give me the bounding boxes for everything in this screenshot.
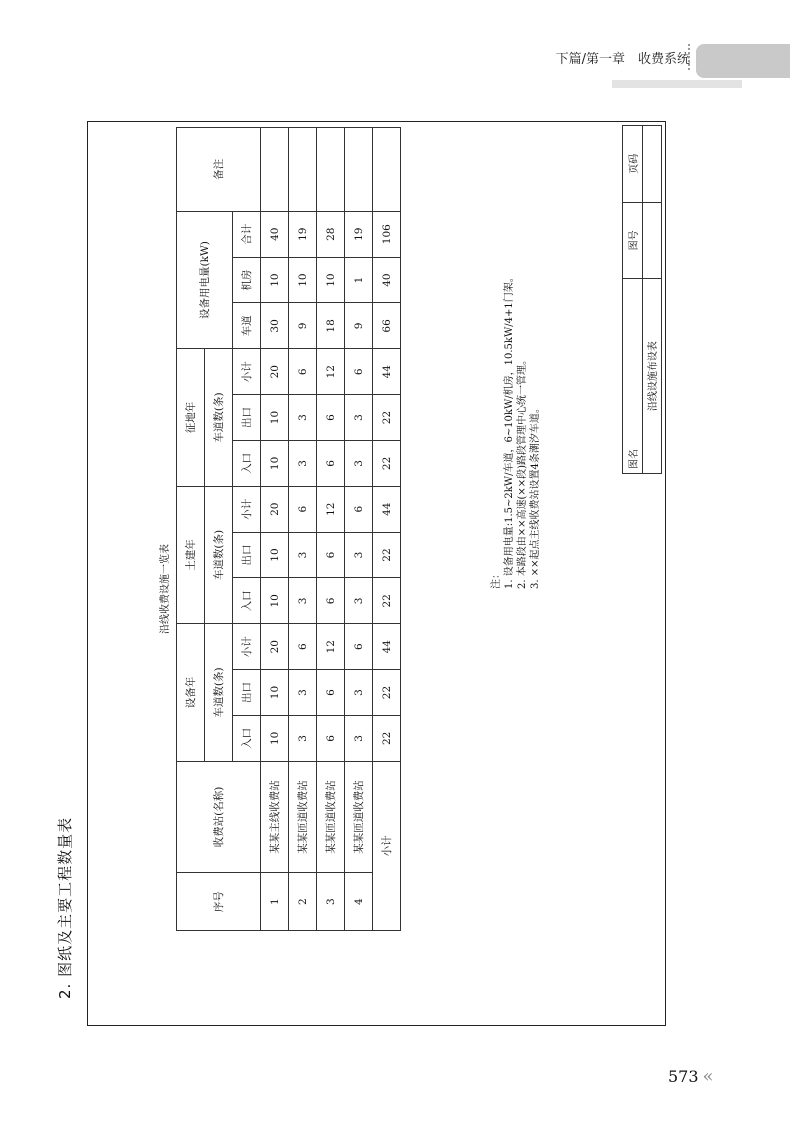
cell-value: 3 xyxy=(289,715,317,761)
cell-value: 6 xyxy=(317,578,345,624)
cell-total-label: 小计 xyxy=(373,761,401,930)
cell-value: 19 xyxy=(345,211,373,257)
cell-value: 6 xyxy=(345,624,373,670)
header-entry: 入口 xyxy=(233,715,261,761)
header-seq: 序号 xyxy=(177,873,261,931)
header-exit: 出口 xyxy=(233,670,261,716)
header-subtotal: 小计 xyxy=(233,624,261,670)
header-land-year: 征地年 xyxy=(177,349,205,486)
cell-remark xyxy=(345,128,373,212)
cell-station: 某某匝道收费站 xyxy=(289,761,317,873)
cell-value: 12 xyxy=(317,349,345,395)
header-exit: 出口 xyxy=(233,532,261,578)
table-header-row xyxy=(177,128,205,931)
cell-value: 3 xyxy=(345,670,373,716)
cell-value: 12 xyxy=(317,486,345,532)
header-equip-year: 设备年 xyxy=(177,624,205,761)
cell-value: 10 xyxy=(317,257,345,303)
cell-value: 10 xyxy=(261,257,289,303)
cell-value: 22 xyxy=(373,715,401,761)
header-lanes: 车道数(条) xyxy=(205,486,233,623)
cell-value: 20 xyxy=(261,624,289,670)
cell-seq: 3 xyxy=(317,873,345,931)
page-number-value: 573 xyxy=(668,1067,699,1086)
table-title: 沿线收费设施一览表 xyxy=(160,544,171,634)
cell-value: 9 xyxy=(289,303,317,349)
title-block xyxy=(622,125,662,474)
cell-value: 3 xyxy=(289,532,317,578)
rotated-drawing xyxy=(26,119,686,999)
cell-value: 19 xyxy=(289,211,317,257)
cell-value: 22 xyxy=(373,670,401,716)
cell-value: 44 xyxy=(373,624,401,670)
cell-value: 3 xyxy=(345,395,373,441)
header-entry: 入口 xyxy=(233,440,261,486)
title-block-no-label: 图号 xyxy=(623,202,643,279)
header-lanes: 车道数(条) xyxy=(205,624,233,761)
header-remark: 备注 xyxy=(177,128,261,212)
cell-value: 6 xyxy=(317,395,345,441)
running-header-title: 下篇/第一章 收费系统 xyxy=(555,52,690,67)
title-block-no xyxy=(642,202,662,279)
cell-value: 3 xyxy=(289,578,317,624)
page-number xyxy=(668,1066,714,1087)
title-block-name: 沿线设施布设表 xyxy=(642,279,662,474)
cell-value: 22 xyxy=(373,440,401,486)
table-total-row xyxy=(373,128,401,931)
cell-value: 10 xyxy=(289,257,317,303)
cell-value: 106 xyxy=(373,211,401,257)
note-item: 1. 设备用电量:1.5~2kW/车道，6~10kW/机房，10.5kW/4+1门架。 xyxy=(504,272,515,589)
cell-value: 6 xyxy=(345,486,373,532)
header-total: 合计 xyxy=(233,211,261,257)
cell-value: 40 xyxy=(261,211,289,257)
cell-station: 某某匝道收费站 xyxy=(345,761,373,873)
cell-value: 10 xyxy=(261,670,289,716)
header-room: 机房 xyxy=(233,257,261,303)
cell-value: 3 xyxy=(345,715,373,761)
cell-value: 3 xyxy=(289,395,317,441)
cell-seq: 4 xyxy=(345,873,373,931)
cell-value: 1 xyxy=(345,257,373,303)
cell-value: 10 xyxy=(261,440,289,486)
title-block-page xyxy=(642,126,662,203)
cell-station: 某某匝道收费站 xyxy=(317,761,345,873)
cell-value: 44 xyxy=(373,486,401,532)
cell-value: 20 xyxy=(261,486,289,532)
header-chapter-tab xyxy=(696,44,790,78)
cell-value: 66 xyxy=(373,303,401,349)
cell-value: 28 xyxy=(317,211,345,257)
cell-station: 某某主线收费站 xyxy=(261,761,289,873)
note-item: 3. ××起点主线收费站设置4条潮汐车道。 xyxy=(530,403,541,589)
facility-table xyxy=(176,127,401,931)
cell-value: 6 xyxy=(345,349,373,395)
cell-value: 3 xyxy=(289,440,317,486)
cell-value: 10 xyxy=(261,715,289,761)
cell-value: 40 xyxy=(373,257,401,303)
cell-value: 6 xyxy=(289,624,317,670)
cell-value: 9 xyxy=(345,303,373,349)
header-station: 收费站(名称) xyxy=(177,761,261,873)
cell-value: 10 xyxy=(261,395,289,441)
cell-remark xyxy=(289,128,317,212)
cell-value: 6 xyxy=(317,670,345,716)
cell-value: 22 xyxy=(373,395,401,441)
cell-value: 3 xyxy=(345,532,373,578)
cell-value: 10 xyxy=(261,578,289,624)
cell-value: 30 xyxy=(261,303,289,349)
double-chevron-left-icon: « xyxy=(702,1066,714,1087)
header-dotted-divider xyxy=(688,44,694,70)
cell-seq: 1 xyxy=(261,873,289,931)
cell-remark xyxy=(261,128,289,212)
header-power: 设备用电量(kW) xyxy=(177,211,233,349)
cell-remark xyxy=(373,128,401,212)
header-entry: 入口 xyxy=(233,578,261,624)
table-row xyxy=(261,128,289,931)
cell-value: 22 xyxy=(373,578,401,624)
cell-value: 6 xyxy=(317,440,345,486)
cell-value: 3 xyxy=(345,578,373,624)
cell-value: 3 xyxy=(345,440,373,486)
cell-value: 3 xyxy=(289,670,317,716)
title-block-name-label: 图名 xyxy=(623,279,643,474)
header-civil-year: 土建年 xyxy=(177,486,205,623)
header-lane: 车道 xyxy=(233,303,261,349)
title-block-page-label: 页码 xyxy=(623,126,643,203)
cell-value: 6 xyxy=(317,715,345,761)
section-title: 2. 图纸及主要工程数量表 xyxy=(56,816,74,999)
cell-value: 12 xyxy=(317,624,345,670)
cell-value: 6 xyxy=(289,349,317,395)
note-item: 2. 本路段由××高速(××段)路段管理中心统一管理。 xyxy=(517,354,528,589)
cell-seq: 2 xyxy=(289,873,317,931)
cell-value: 44 xyxy=(373,349,401,395)
header-subtotal: 小计 xyxy=(233,349,261,395)
table-row xyxy=(345,128,373,931)
table-row xyxy=(289,128,317,931)
header-lanes: 车道数(条) xyxy=(205,349,233,486)
cell-value: 6 xyxy=(317,532,345,578)
table-row xyxy=(317,128,345,931)
header-exit: 出口 xyxy=(233,395,261,441)
header-underline-bar xyxy=(612,80,742,88)
notes-heading: 注： xyxy=(491,569,502,589)
notes-block xyxy=(490,272,542,589)
cell-value: 10 xyxy=(261,532,289,578)
cell-value: 6 xyxy=(289,486,317,532)
header-subtotal: 小计 xyxy=(233,486,261,532)
cell-value: 22 xyxy=(373,532,401,578)
cell-value: 18 xyxy=(317,303,345,349)
cell-remark xyxy=(317,128,345,212)
cell-value: 20 xyxy=(261,349,289,395)
